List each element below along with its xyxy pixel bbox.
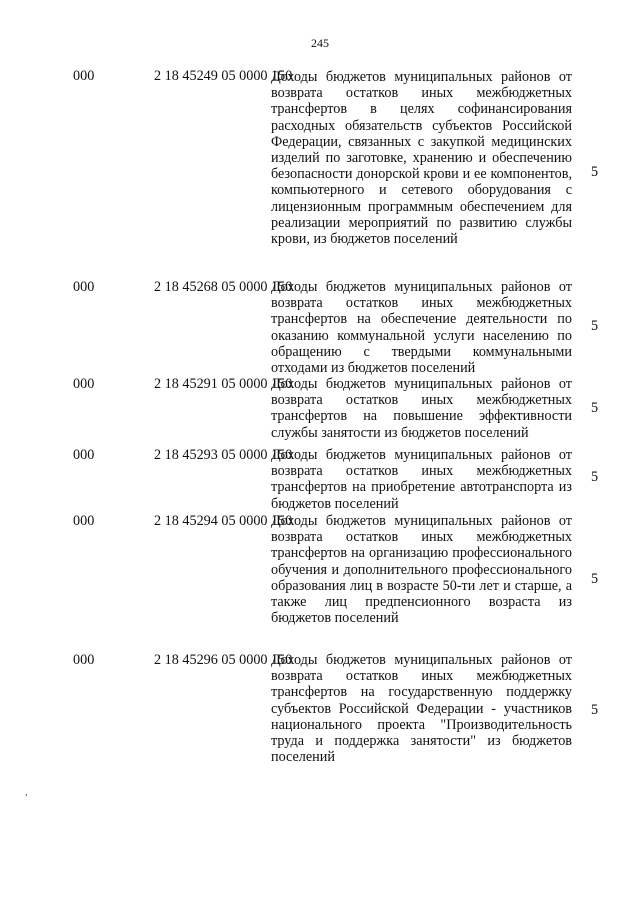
income-code-cell: 2 18 45296 05 0000 150 [154,652,293,668]
description-cell: Доходы бюджетов муниципальных районов от возврата остатков иных межбюджетных трансфертов в целях софинансирования расходных обязательств субъектов Российской Федерации, связанных с закупкой медицинских изделий по заготовке, хранению и обеспечению безопасности донорской крови и ее компонентов, компьютерного и сетевого оборудования с лицензионным программным обеспечением для реализации мероприятий по развитию службы крови, из бюджетов поселений [271,69,572,248]
income-code-cell: 2 18 45293 05 0000 150 [154,447,293,463]
description-cell: Доходы бюджетов муниципальных районов от возврата остатков иных межбюджетных трансфертов на государственную поддержку субъектов Российской Федерации - участников национального проекта "Производительность труда и поддержка занятости" из бюджетов поселений [271,652,572,766]
stray-mark: , [25,787,28,798]
description-cell: Доходы бюджетов муниципальных районов от возврата остатков иных межбюджетных трансфертов на приобретение автотранспорта из бюджетов поселений [271,447,572,512]
norm-cell: 5 [591,318,599,334]
admin-code-cell: 000 [73,376,95,392]
admin-code-cell: 000 [73,447,95,463]
admin-code-cell: 000 [73,652,95,668]
table-row [0,279,640,376]
norm-cell: 5 [591,571,599,587]
norm-cell: 5 [591,702,599,718]
admin-code-cell: 000 [73,68,95,84]
description-cell: Доходы бюджетов муниципальных районов от возврата остатков иных межбюджетных трансфертов на организацию профессионального обучения и дополнительного профессионального образования лиц в возрасте 50-ти лет и старше, а также лиц предпенсионного возраста из бюджетов поселений [271,513,572,627]
table-row [0,376,640,447]
income-code-cell: 2 18 45291 05 0000 150 [154,376,293,392]
income-codes-table [0,68,640,777]
norm-cell: 5 [591,469,599,485]
description-cell: Доходы бюджетов муниципальных районов от возврата остатков иных межбюджетных трансфертов на обеспечение деятельности по оказанию коммунальной услуги населению по обращению с твердыми коммунальными отходами из бюджетов поселений [271,279,572,377]
norm-cell: 5 [591,400,599,416]
description-cell: Доходы бюджетов муниципальных районов от возврата остатков иных межбюджетных трансфертов на повышение эффективности службы занятости из бюджетов поселений [271,376,572,441]
table-row [0,68,640,279]
page-number: 245 [311,36,329,50]
table-row [0,447,640,513]
income-code-cell: 2 18 45268 05 0000 150 [154,279,293,295]
income-code-cell: 2 18 45249 05 0000 150 [154,68,293,84]
admin-code-cell: 000 [73,513,95,529]
admin-code-cell: 000 [73,279,95,295]
table-row [0,652,640,777]
norm-cell: 5 [591,164,599,180]
table-row [0,513,640,652]
income-code-cell: 2 18 45294 05 0000 150 [154,513,293,529]
